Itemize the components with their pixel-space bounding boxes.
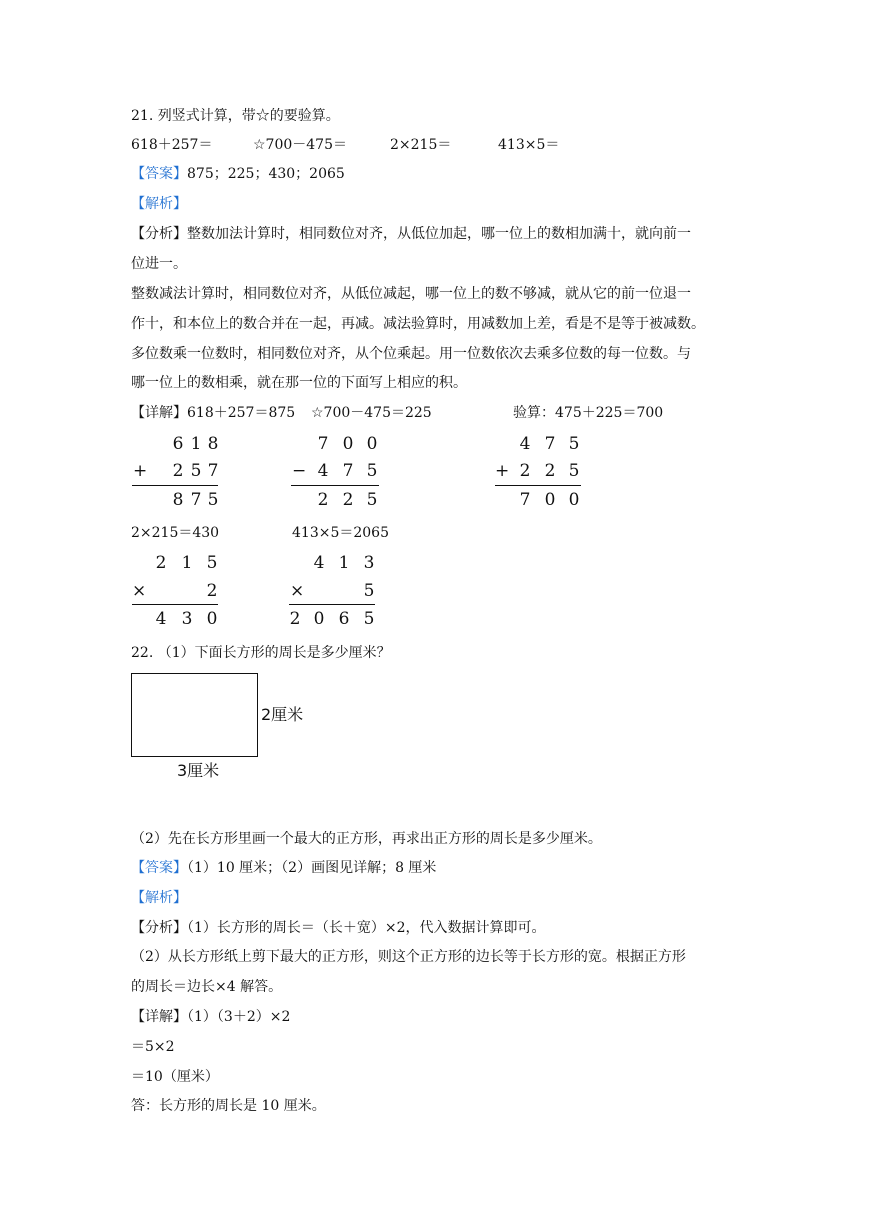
- digit: 7: [317, 434, 329, 454]
- digit: 5: [206, 553, 218, 573]
- digit: 8: [172, 490, 184, 510]
- q21-analysis-line-3: 整数减法计算时，相同数位对齐，从低位减起，哪一位上的数不够减，就从它的前一位退一: [131, 286, 691, 302]
- q22-analysis-1: [131, 918, 546, 938]
- digit: 7: [207, 461, 219, 481]
- q22-part2: （2）先在长方形里画一个最大的正方形，再求出正方形的周长是多少厘米。: [131, 831, 602, 847]
- digit: 2: [342, 490, 354, 510]
- digit: 0: [366, 434, 378, 454]
- digit: 2: [155, 553, 167, 573]
- q21-analysis-line-4: 作十，和本位上的数合并在一起，再减。减法验算时，用减数加上差，看是不是等于被减数。: [131, 316, 705, 332]
- digit: 4: [313, 553, 325, 573]
- q22-detail-1: [131, 1007, 290, 1027]
- sum-line: [495, 485, 581, 486]
- plus-sign: +: [133, 461, 148, 481]
- digit: 3: [181, 609, 193, 629]
- q22-detail-3: ＝10（厘米）: [131, 1069, 219, 1085]
- digit: 7: [519, 490, 531, 510]
- rectangle-width-label: 2厘米: [261, 705, 304, 724]
- analysis-text: （1）长方形的周长＝（长＋宽）×2，代入数据计算即可。: [187, 920, 546, 936]
- detail-tag: 【详解】: [131, 1009, 187, 1025]
- digit: 5: [568, 434, 580, 454]
- plus-sign: +: [495, 461, 510, 481]
- answer-text: （1）10 厘米；（2）画图见详解；8 厘米: [187, 860, 437, 876]
- q21-detail-line-1: [131, 403, 295, 423]
- analysis-tag: 【分析】: [131, 226, 187, 242]
- digit: 7: [544, 434, 556, 454]
- digit: 2: [206, 581, 218, 601]
- digit: 7: [190, 490, 202, 510]
- rectangle-length-label: 3厘米: [177, 761, 220, 780]
- digit: 4: [519, 434, 531, 454]
- answer-tag: 【答案】: [131, 860, 187, 876]
- q21-problem-1: 618＋257＝: [131, 137, 213, 153]
- q21-answer: [131, 164, 345, 184]
- q22-jiexi: 【解析】: [131, 890, 187, 906]
- minus-sign: −: [292, 461, 307, 481]
- product-line: [289, 604, 375, 605]
- q21-analysis-line-1: [131, 224, 691, 244]
- detail-eq-sub: ☆700－475＝225: [311, 405, 432, 421]
- times-sign: ×: [132, 581, 147, 601]
- detail-eq-mul2: 413×5＝2065: [292, 525, 389, 541]
- times-sign: ×: [290, 581, 305, 601]
- product-line: [132, 604, 218, 605]
- digit: 7: [342, 461, 354, 481]
- digit: 6: [338, 609, 350, 629]
- digit: 2: [172, 461, 184, 481]
- answer-tag: 【答案】: [131, 166, 187, 182]
- digit: 0: [568, 490, 580, 510]
- detail-eq-check: 验算：475＋225＝700: [513, 405, 664, 421]
- q21-title: 21. 列竖式计算，带☆的要验算。: [131, 108, 340, 124]
- digit: 5: [207, 490, 219, 510]
- digit: 0: [206, 609, 218, 629]
- q21-analysis-line-2: 位进一。: [131, 256, 187, 272]
- digit: 5: [366, 461, 378, 481]
- q22-detail-2: ＝5×2: [131, 1039, 175, 1055]
- q22-analysis-2a: （2）从长方形纸上剪下最大的正方形，则这个正方形的边长等于长方形的宽。根据正方形: [131, 949, 686, 965]
- digit: 8: [207, 434, 219, 454]
- digit: 1: [190, 434, 202, 454]
- sum-line: [132, 485, 218, 486]
- q21-problem-2: ☆700－475＝: [253, 137, 347, 153]
- detail-eq-mul1: 2×215＝430: [131, 525, 220, 541]
- digit: 5: [190, 461, 202, 481]
- detail-eq-add: 618＋257＝875: [187, 405, 296, 421]
- digit: 5: [568, 461, 580, 481]
- digit: 5: [363, 609, 375, 629]
- detail-text: （1）（3＋2）×2: [187, 1009, 291, 1025]
- q21-analysis-line-5: 多位数乘一位数时，相同数位对齐，从个位乘起。用一位数依次去乘多位数的每一位数。与: [131, 346, 691, 362]
- rectangle-figure: [131, 673, 258, 757]
- digit: 5: [366, 490, 378, 510]
- analysis-text: 整数加法计算时，相同数位对齐，从低位加起，哪一位上的数相加满十，就向前一: [187, 226, 691, 242]
- q21-jiexi: 【解析】: [131, 196, 187, 212]
- digit: 1: [338, 553, 350, 573]
- q22-title: 22. （1）下面长方形的周长是多少厘米？: [131, 645, 391, 661]
- digit: 4: [317, 461, 329, 481]
- q22-analysis-2b: 的周长＝边长×4 解答。: [131, 979, 283, 995]
- digit: 5: [363, 581, 375, 601]
- q21-problem-4: 413×5＝: [498, 137, 560, 153]
- q22-detail-4: 答：长方形的周长是 10 厘米。: [131, 1098, 326, 1114]
- digit: 0: [544, 490, 556, 510]
- digit: 0: [313, 609, 325, 629]
- digit: 2: [519, 461, 531, 481]
- q21-problem-3: 2×215＝: [390, 137, 452, 153]
- digit: 0: [342, 434, 354, 454]
- q21-analysis-line-6: 哪一位上的数相乘，就在那一位的下面写上相应的积。: [131, 375, 467, 391]
- detail-tag: 【详解】: [131, 405, 187, 421]
- answer-text: 875；225；430；2065: [187, 166, 345, 182]
- digit: 1: [181, 553, 193, 573]
- digit: 3: [363, 553, 375, 573]
- digit: 2: [317, 490, 329, 510]
- digit: 2: [544, 461, 556, 481]
- digit: 2: [289, 609, 301, 629]
- difference-line: [291, 485, 379, 486]
- analysis-tag: 【分析】: [131, 920, 187, 936]
- digit: 6: [172, 434, 184, 454]
- digit: 4: [155, 609, 167, 629]
- q22-answer: [131, 858, 436, 878]
